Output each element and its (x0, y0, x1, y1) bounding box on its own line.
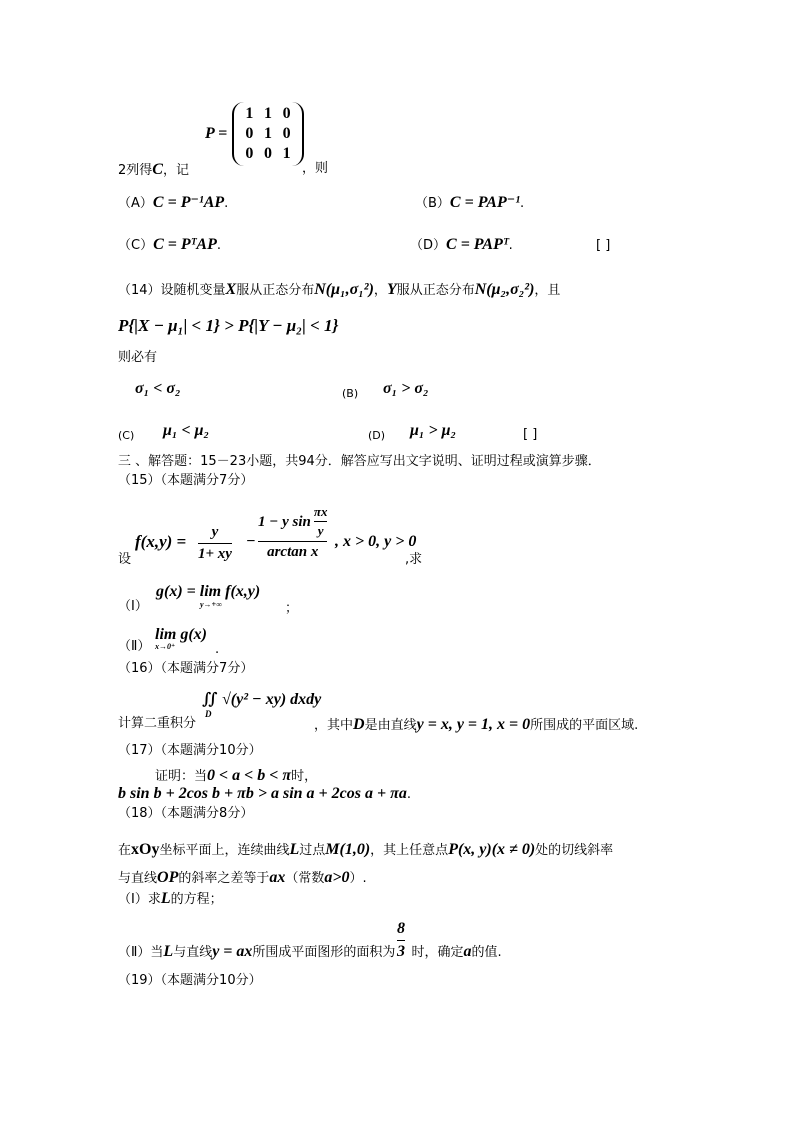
q16-integral-sub: D (205, 709, 212, 719)
q15-part2-sub: x→0⁺ (155, 642, 176, 651)
q14-stem: （14）设随机变量X服从正态分布N(μ₁,σ₁²)，Y服从正态分布N(μ₂,σ₂²)，且 (118, 281, 561, 298)
q15-f-lhs: f(x,y) = (135, 532, 187, 551)
q15-qiu: ,求 (405, 552, 423, 567)
q15-part2-math: lim g(x) (155, 626, 207, 643)
q18-fraction-8-3: 8 3 (397, 920, 405, 960)
q16-integral: ∬ √(y² − xy) dxdy (202, 691, 322, 708)
q15-condition: , x > 0, y > 0 (335, 533, 417, 550)
q19-header: （19）（本题满分10分） (118, 973, 262, 988)
q15-minus: − (246, 533, 256, 550)
q14-option-c-label: (C) (118, 429, 135, 442)
q14-then: 则必有 (118, 350, 158, 365)
matrix-cell: 0 (245, 145, 254, 162)
q15-part1-label: （Ⅰ） (118, 599, 148, 614)
matrix-p-label: P = (205, 125, 228, 142)
q15-fraction-1: y 1+ xy (198, 524, 232, 562)
matrix-cell: 0 (245, 125, 254, 142)
q15-she: 设 (118, 552, 132, 567)
q14-option-d-math: μ₁ > μ₂ (410, 422, 457, 439)
q14-option-a-math: σ₁ < σ₂ (135, 380, 181, 397)
q13-option-a: （A）C = P⁻¹AP. (118, 194, 229, 211)
matrix-cell: 0 (282, 105, 291, 122)
q15-part2-label: （Ⅱ） (118, 639, 151, 654)
q13-option-c: （C）C = PᵀAP. (118, 236, 222, 253)
q14-option-c-math: μ₁ < μ₂ (163, 422, 210, 439)
q13-prefix: 2列得C，记 (118, 161, 189, 178)
q13-answer-bracket: [ ] (596, 238, 611, 253)
matrix-cell: 1 (282, 145, 291, 162)
q17-header: （17）（本题满分10分） (118, 743, 262, 758)
q18-part-1: （Ⅰ）求L的方程； (118, 890, 223, 907)
q18-header: （18）（本题满分8分） (118, 806, 254, 821)
matrix-cell: 1 (263, 105, 272, 122)
q17-inequality: b sin b + 2cos b + πb > a sin a + 2cos a + πa. (118, 785, 411, 802)
matrix-cell: 0 (263, 145, 272, 162)
q15-part1-sub: y→+∞ (200, 600, 222, 609)
q13-suffix: ，则 (302, 161, 329, 176)
matrix-p (232, 102, 304, 166)
q14-condition: P{|X − μ₁| < 1} > P{|Y − μ₂| < 1} (118, 316, 339, 335)
q14-option-b-label: (B) (342, 387, 359, 400)
section-heading: 三 、解答题：15－23小题，共94分．解答应写出文字说明、证明过程或演算步骤． (118, 454, 601, 469)
q14-option-d-label: (D) (368, 429, 386, 442)
q15-part2-end: . (215, 642, 220, 657)
q15-fraction-2: 1 − y sin πx y arctan x (258, 504, 328, 560)
q18-line-2: 与直线OP的斜率之差等于ax（常数a>0）. (118, 869, 367, 886)
matrix-cell: 1 (245, 105, 254, 122)
q17-proof-line: 证明：当0 < a < b < π时， (155, 767, 318, 784)
q18-line-1: 在xOy坐标平面上，连续曲线L过点M(1,0)，其上任意点P(x, y)(x ≠ 0)处的切线斜率 (118, 841, 614, 858)
q16-header: （16）（本题满分7分） (118, 661, 254, 676)
q14-answer-bracket: [ ] (523, 427, 538, 442)
q16-text-1: 计算二重积分 (118, 716, 197, 731)
q18-part-2: （Ⅱ）当L与直线y = ax所围成平面图形的面积为 时，确定a的值. (118, 943, 502, 960)
matrix-cell: 0 (282, 125, 291, 142)
q13-option-d: （D）C = PAPᵀ. (410, 236, 513, 253)
matrix-cell: 1 (263, 125, 272, 142)
q16-text-rest: ，其中D是由直线y = x, y = 1, x = 0所围成的平面区域. (314, 716, 639, 733)
q15-part1-end: ； (285, 601, 299, 616)
q15-header: （15）（本题满分7分） (118, 473, 254, 488)
q14-option-b-math: σ₁ > σ₂ (383, 380, 429, 397)
q15-part1-math: g(x) = lim f(x,y) (156, 583, 261, 600)
q13-option-b: （B）C = PAP⁻¹. (415, 194, 525, 211)
